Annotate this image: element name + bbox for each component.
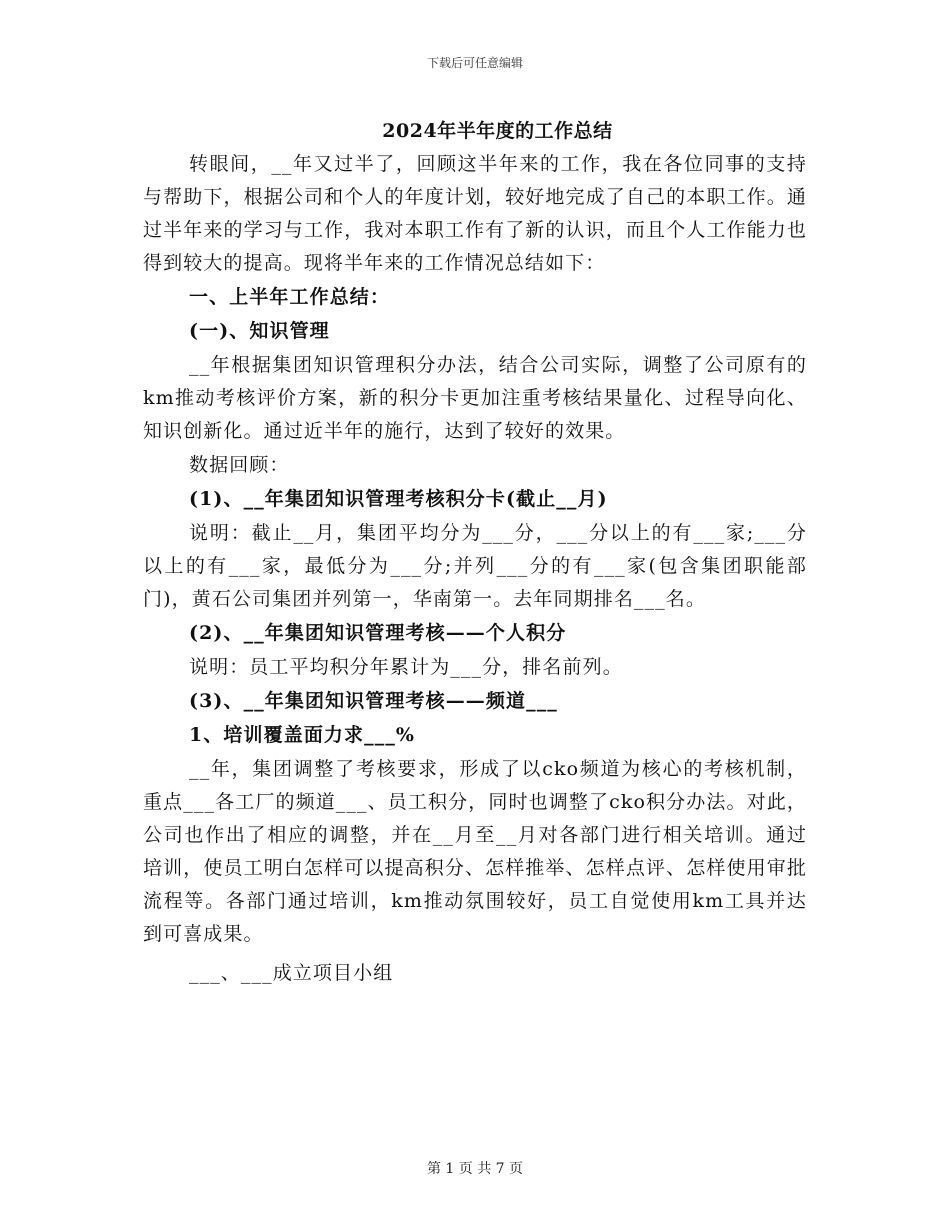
subsection-heading-knowledge-management: (一)、知识管理 — [189, 320, 330, 342]
intro-paragraph: 转眼间，__年又过半了，回顾这半年来的工作，我在各位同事的支持与帮助下，根据公司和个人的年度计划，较好地完成了自己的本职工作。通过半年来的学习与工作，我对本职工作有了新的认识，而且个人工作能力也得到较大的提高。现将半年来的工作情况总结如下： — [143, 153, 807, 274]
item-2-description: 说明：员工平均积分年累计为___分，排名前列。 — [189, 656, 623, 678]
section-heading-1: 一、上半年工作总结： — [189, 286, 391, 308]
item-heading-1: (1)、__年集团知识管理考核积分卡(截止__月) — [189, 488, 608, 510]
km-paragraph: __年根据集团知识管理积分办法，结合公司实际，调整了公司原有的km推动考核评价方案，新的积分卡更加注重考核结果量化、过程导向化、知识创新化。通过近半年的施行，达到了较好的效果。 — [143, 354, 807, 442]
data-review-label: 数据回顾： — [189, 454, 290, 476]
page-header: 下载后可任意编辑 — [426, 56, 523, 70]
item-heading-3: (3)、__年集团知识管理考核——频道___ — [189, 690, 558, 712]
item-heading-2: (2)、__年集团知识管理考核——个人积分 — [189, 622, 567, 644]
training-heading: 1、培训覆盖面力求___% — [189, 724, 416, 746]
document-body — [143, 148, 807, 991]
training-paragraph: __年，集团调整了考核要求，形成了以cko频道为核心的考核机制，重点___各工厂的频道___、员工积分，同时也调整了cko积分办法。对此，公司也作出了相应的调整，并在__月至__月对各部门进行相关培训。通过培训，使员工明白怎样可以提高积分、怎样推举、怎样点评、怎样使用审批流程等。各部门通过培训，km推动氛围较好，员工自觉使用km工具并达到可喜成果。 — [143, 758, 807, 945]
project-group-line: ___、___成立项目小组 — [189, 962, 394, 984]
item-1-description: 说明：截止__月，集团平均分为___分，___分以上的有___家;___分以上的有___家，最低分为___分;并列___分的有___家(包含集团职能部门)，黄石公司集团并列第一，华南第一。去年同期排名___名。 — [143, 522, 807, 610]
page-footer: 第 1 页 共 7 页 — [426, 1161, 524, 1177]
document-title: 2024年半年度的工作总结 — [382, 120, 613, 142]
